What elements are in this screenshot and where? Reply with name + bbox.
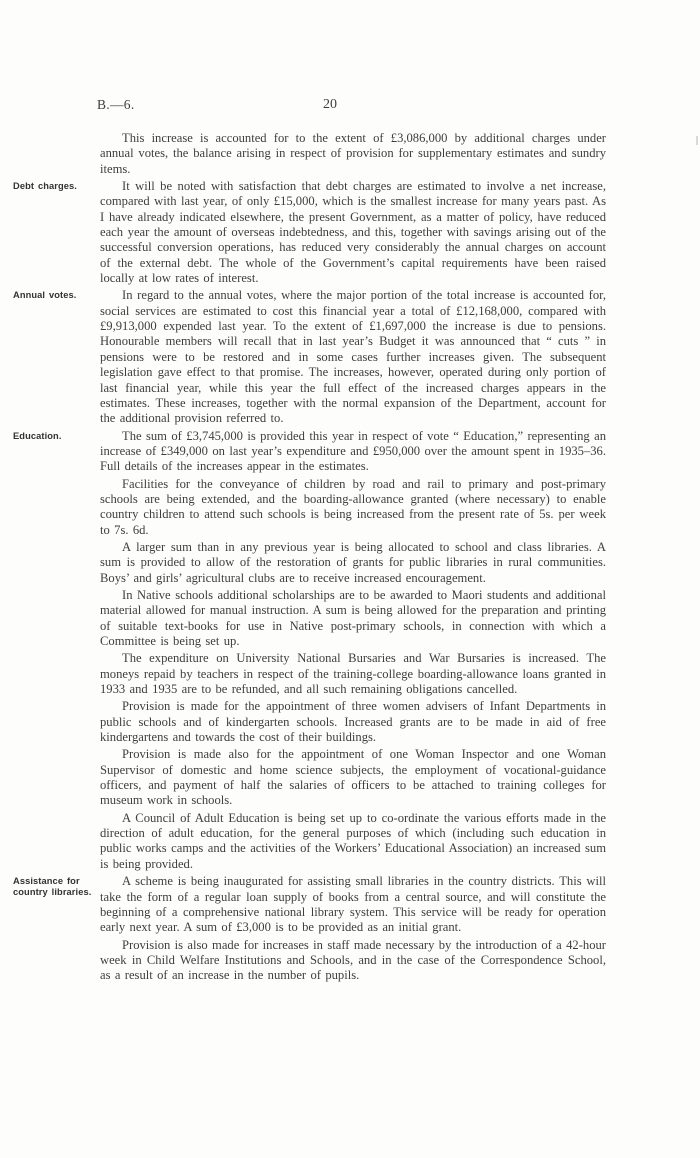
paragraph bbox=[13, 874, 606, 935]
paragraph bbox=[100, 747, 606, 808]
paragraph-text: In Native schools additional scholarships are to be awarded to Maori students and additional material allowed for manual instruction. A sum is being allowed for the preparation and printing of suitable text-books for use in Native post-primary schools, in connection with which a Committee is being set up. bbox=[100, 587, 606, 648]
paragraph bbox=[100, 588, 606, 649]
page-header bbox=[0, 97, 700, 115]
paragraph-text: A scheme is being inaugurated for assisting small libraries in the country districts. This will take the form of a regular loan supply of books from a central source, and will constitute the beginning of a comprehensive national library system. This service will be ready for operation early next year. A sum of £3,000 is to be provided as an initial grant. bbox=[100, 874, 606, 935]
paragraph-text: Facilities for the conveyance of children by road and rail to primary and post-primary schools are being extended, and the boarding-allowance granted (where necessary) to enable country children to attend such schools is being increased from the present rate of 5s. per week to 7s. 6d. bbox=[100, 476, 606, 537]
margin-note: Annual votes. bbox=[13, 290, 77, 301]
page-edge-mark bbox=[696, 136, 698, 145]
paragraph-text: The expenditure on University National Bursaries and War Bursaries is increased. The moneys repaid by teachers in respect of the training-college boarding-allowance loans granted in 1933 and 1935 are to be refunded, and all such remaining obligations cancelled. bbox=[100, 651, 606, 697]
paragraph bbox=[100, 651, 606, 697]
paragraph bbox=[100, 131, 606, 177]
body-text bbox=[13, 131, 606, 986]
paragraph bbox=[100, 811, 606, 872]
paragraph bbox=[100, 477, 606, 538]
paragraph bbox=[100, 540, 606, 586]
paragraph bbox=[13, 428, 606, 475]
paragraph bbox=[100, 938, 606, 984]
paragraph-text: It will be noted with satisfaction that debt charges are estimated to involve a net increase, compared with last year, of only £15,000, which is the smallest increase for many years past. As I have already indicated elsewhere, the present Government, as a matter of policy, have reduced each year the amount of overseas indebtedness, and this, together with savings arising out of the successful conversion operations, has reduced very considerably the annual charges on account of the external debt. The whole of the Government’s capital requirements have been raised locally at low rates of interest. bbox=[100, 179, 606, 286]
paragraph-text: This increase is accounted for to the extent of £3,086,000 by additional charges under annual votes, the balance arising in respect of provision for supplementary estimates and sundry items. bbox=[100, 131, 606, 176]
margin-note: Education. bbox=[13, 430, 62, 441]
paragraph-text: A larger sum than in any previous year is being allocated to school and class libraries. A sum is provided to allow of the restoration of grants for public libraries in rural communities. Boys’ and girls’ agricultural clubs are to receive increased encouragement. bbox=[100, 539, 606, 585]
margin-note: Debt charges. bbox=[13, 181, 77, 192]
paragraph-text: A Council of Adult Education is being set up to co-ordinate the various efforts made in the direction of adult education, for the general purposes of which (including such education in public works camps and the activities of the Workers’ Educational Association) an increased sum is being provided. bbox=[100, 810, 606, 871]
paragraph-text: Provision is made for the appointment of three women advisers of Infant Departments in public schools and of kindergarten schools. Increased grants are to be made in aid of free kindergartens and towards the cost of their buildings. bbox=[100, 699, 606, 745]
paragraph bbox=[13, 288, 606, 426]
paragraph-text: Provision is also made for increases in staff made necessary by the introduction of a 42-hour week in Child Welfare Institutions and Schools, and in the case of the Correspondence School, as a result of an increase in the number of pupils. bbox=[100, 937, 606, 983]
report-code: B.—6. bbox=[97, 97, 135, 112]
paragraph-text: In regard to the annual votes, where the major portion of the total increase is accounted for, social services are estimated to cost this financial year a total of £12,168,000, compared with £9,913,000 expended last year. To the extent of £1,697,000 the increase is due to pensions. Honourable members will recall that in last year’s Budget it was announced that “ cuts ” in pensions were to be restored and in some cases further increases given. The subsequent legislation gave effect to that promise. The increases, however, operated during only portion of last financial year, while this year the full effect of the increased charges appears in the estimates. These increases, together with the normal expansion of the Department, account for the additional provision referred to. bbox=[100, 288, 606, 426]
paragraph bbox=[100, 699, 606, 745]
paragraph-text: The sum of £3,745,000 is provided this year in respect of vote “ Education,” representing an increase of £349,000 on last year’s expenditure and £950,000 over the amount spent in 1935–36. Full details of the increases appear in the estimates. bbox=[100, 428, 606, 474]
margin-note: Assistance for country libraries. bbox=[13, 876, 92, 897]
page-number: 20 bbox=[323, 97, 337, 112]
paragraph-text: Provision is made also for the appointment of one Woman Inspector and one Woman Supervisor of domestic and home science subjects, the employment of vocational-guidance officers, and payment of half the salaries of officers to be attached to training colleges for museum work in schools. bbox=[100, 747, 606, 808]
paragraph bbox=[13, 179, 606, 286]
